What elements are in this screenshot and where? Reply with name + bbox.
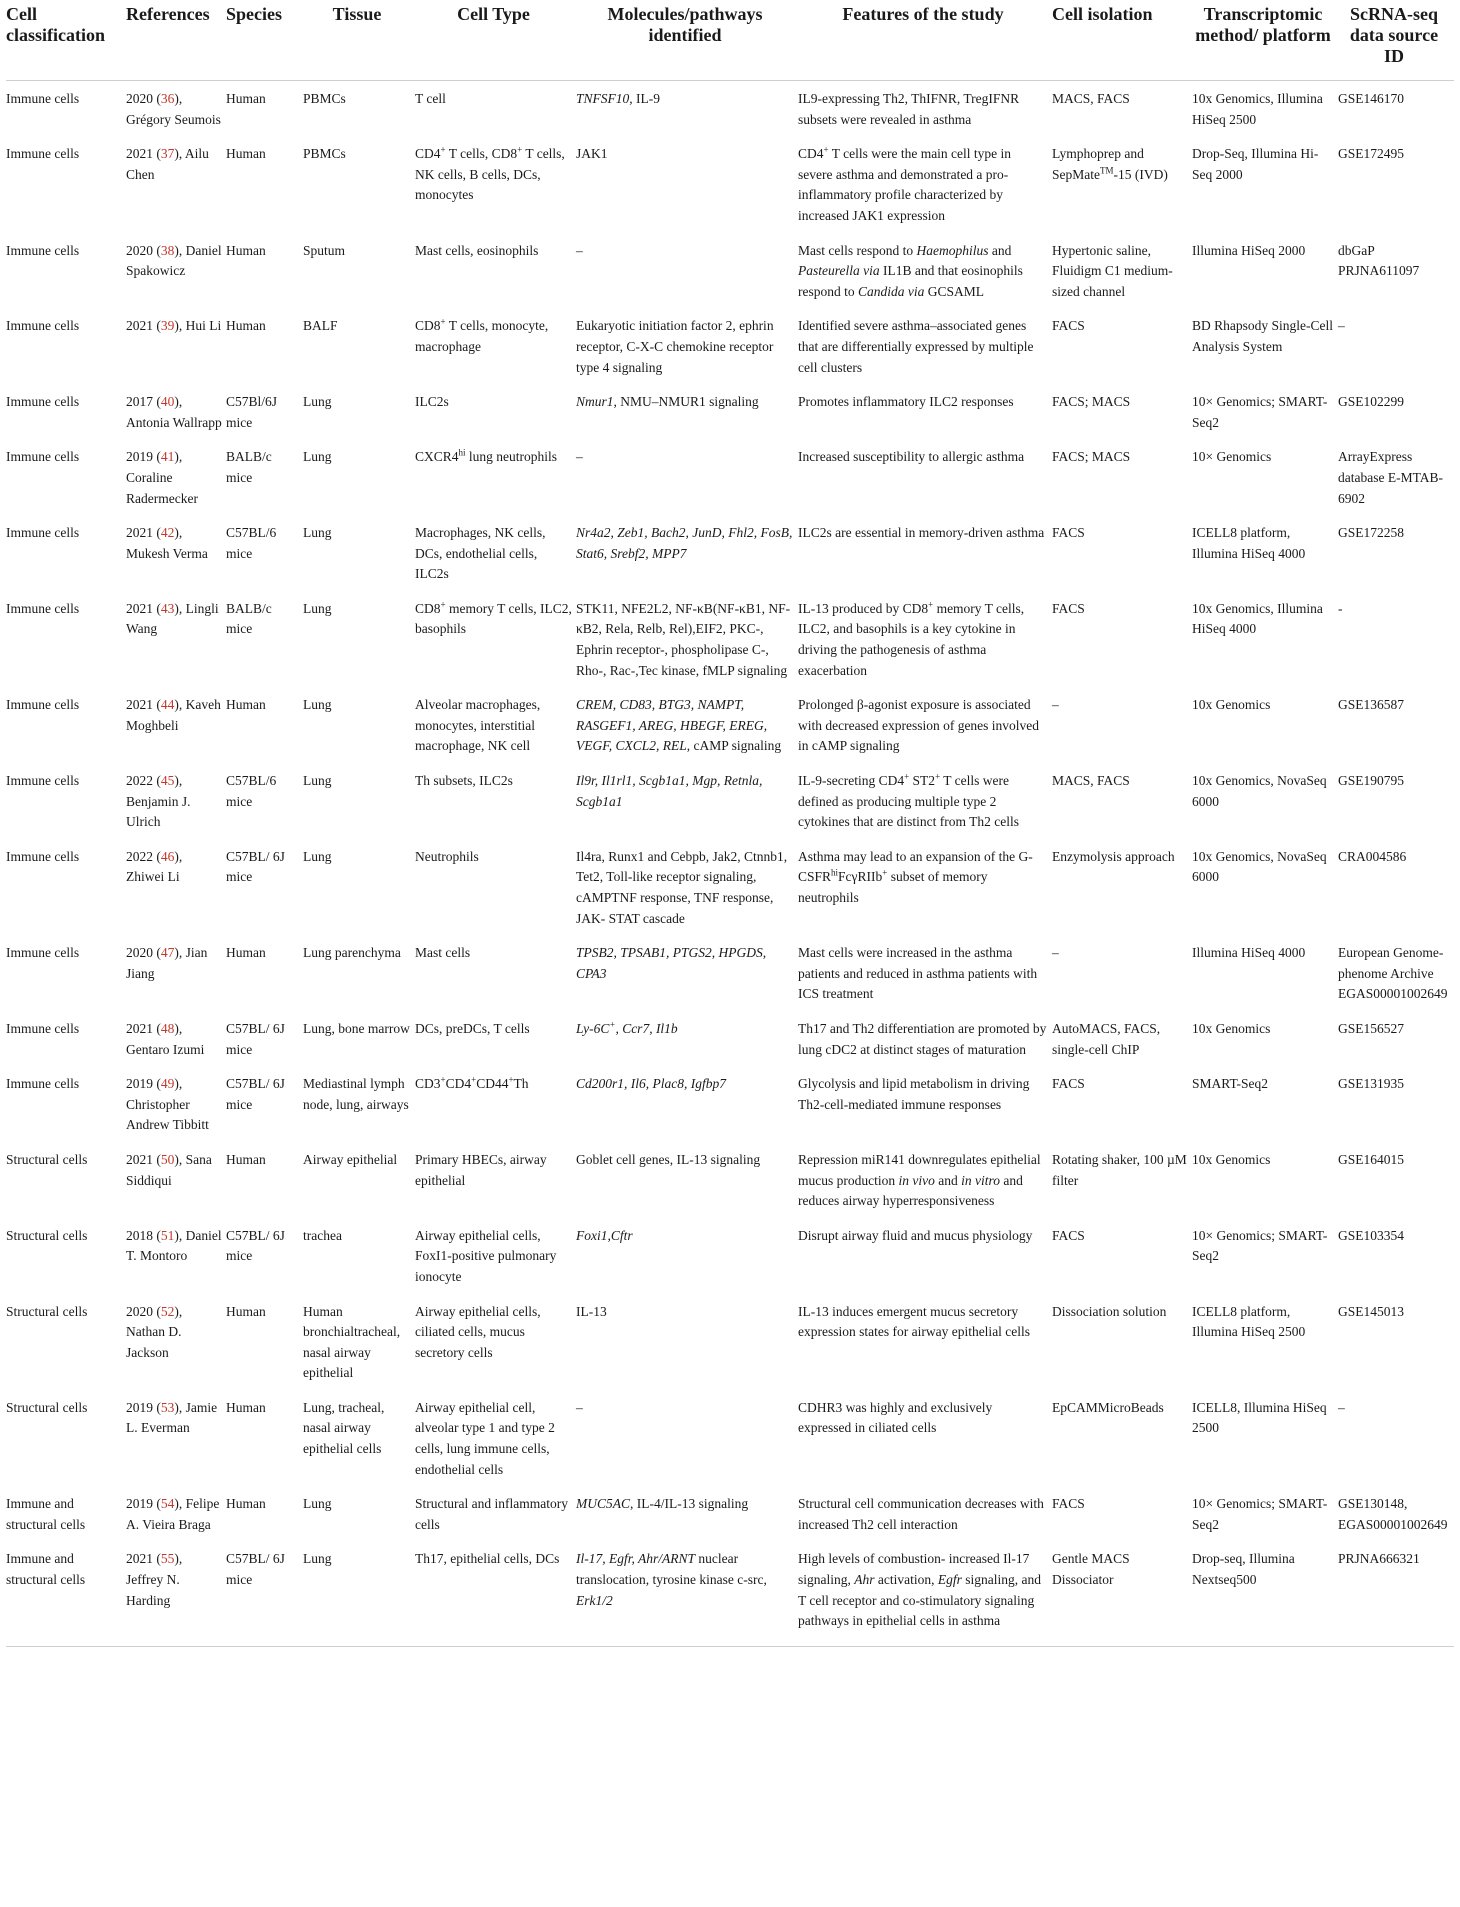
header-tissue: Tissue [303,0,415,81]
cell-source-id: GSE102299 [1338,394,1405,410]
cell-features: IL-13 induces emergent mucus secretory expression states for airway epithelial cells [798,1303,1031,1340]
cell-reference: 2020 (52), Nathan D. Jackson [126,1303,183,1360]
cell-features: IL-9-secreting CD4+ ST2+ T cells were defined as producing multiple type 2 cytokines that are distinct from Th2 cells [798,771,1019,830]
cell-isolation: MACS, FACS [1052,91,1130,106]
cell-tissue: Lung, tracheal, nasal airway epithelial cells [303,1399,385,1457]
cell-source-id: ArrayExpress database E-MTAB-6902 [1338,449,1444,506]
table-row [6,233,1454,309]
cell-features: Disrupt airway fluid and mucus physiology [798,1227,1033,1243]
cell-isolation: FACS; MACS [1052,449,1131,465]
cell-tissue: Lung [303,848,332,864]
cell-cell-type: Structural and inflammatory cells [415,1496,568,1532]
cell-reference: 2019 (54), Felipe A. Vieira Braga [126,1496,220,1532]
cell-tissue: Sputum [303,242,346,258]
cell-molecules: – [576,242,583,258]
cell-molecules: Foxi1,Cftr [576,1227,633,1243]
cell-classification: Immune cells [6,600,80,616]
table-row [6,1486,1454,1541]
cell-species: Human [226,1303,266,1319]
reference-link[interactable]: 48 [160,1020,175,1036]
reference-link[interactable]: 50 [160,1151,175,1167]
cell-tissue: Airway epithelial [303,1151,398,1167]
cell-source-id: PRJNA666321 [1338,1541,1454,1646]
cell-tissue: Lung [303,449,332,465]
cell-molecules: Cd200r1, Il6, Plac8, Igfbp7 [576,1076,726,1092]
cell-tissue: Lung parenchyma [303,945,401,961]
cell-method: ICELL8 platform, Illumina HiSeq 2500 [1192,1303,1306,1340]
cell-reference: 2021 (55), Jeffrey N. Harding [126,1541,226,1646]
cell-features: IL-13 produced by CD8+ memory T cells, ILC2, and basophils is a key cytokine in driving the pathogenesis of asthma exacerbation [798,599,1025,678]
cell-tissue: PBMCs [303,146,346,162]
table-row [6,439,1454,515]
cell-method: Illumina HiSeq 4000 [1192,945,1306,961]
studies-table [6,0,1454,1647]
cell-cell-type: CD8+ T cells, monocyte, macrophage [415,316,549,354]
cell-isolation: – [1052,697,1059,713]
cell-cell-type: CD3+CD4+CD44+Th [415,1074,529,1092]
cell-method: Drop-Seq, Illumina Hi-Seq 2000 [1192,146,1319,182]
cell-method: 10x Genomics [1192,697,1271,713]
reference-link[interactable]: 40 [160,394,175,410]
cell-classification: Immune cells [6,318,80,334]
table-row [6,1011,1454,1066]
cell-isolation: Dissociation solution [1052,1303,1167,1319]
cell-cell-type: Mast cells [415,945,471,961]
cell-classification: Immune cells [6,773,80,789]
cell-features: Promotes inflammatory ILC2 responses [798,394,1014,410]
cell-tissue: Lung [303,600,332,616]
cell-classification: Immune cells [6,394,80,410]
table-row [6,1541,1454,1646]
cell-source-id: European Genome-phenome Archive EGAS00001002649 [1338,945,1448,1002]
cell-cell-type: Th17, epithelial cells, DCs [415,1541,576,1646]
reference-link[interactable]: 46 [160,848,175,864]
cell-isolation: AutoMACS, FACS, single-cell ChIP [1052,1020,1161,1057]
table-row [6,763,1454,839]
table-row [6,1218,1454,1294]
table-row [6,1142,1454,1218]
cell-reference: 2020 (47), Jian Jiang [126,945,208,981]
cell-reference: 2021 (48), Gentaro Izumi [126,1020,205,1057]
cell-features: Increased susceptibility to allergic asthma [798,449,1025,465]
cell-cell-type: Macrophages, NK cells, DCs, endothelial cells, ILC2s [415,525,546,582]
cell-features: Prolonged β-agonist exposure is associated with decreased expression of genes involved in cAMP signaling [798,697,1040,754]
cell-molecules: – [576,449,583,465]
cell-classification: Structural cells [6,1227,88,1243]
cell-molecules: Il4ra, Runx1 and Cebpb, Jak2, Ctnnb1, Tet2, Toll-like receptor signaling, cAMPTNF response, TNF response, JAK- STAT cascade [576,848,788,926]
cell-species: C57Bl/6J mice [226,394,278,430]
cell-isolation: FACS [1052,1227,1085,1243]
cell-features: Th17 and Th2 differentiation are promoted by lung cDC2 at distinct stages of maturation [798,1020,1047,1057]
header-features: Features of the study [798,0,1052,81]
cell-classification: Structural cells [6,1151,88,1167]
cell-source-id: GSE103354 [1338,1227,1405,1243]
cell-cell-type: Airway epithelial cells, ciliated cells, mucus secretory cells [415,1303,541,1360]
cell-molecules: TNFSF10, IL-9 [576,91,661,106]
header-references: References [126,0,226,81]
cell-molecules: Ly-6C+, Ccr7, Il1b [576,1019,678,1036]
cell-isolation: Lymphoprep and SepMate™-15 (IVD) [1052,146,1168,182]
cell-source-id: GSE156527 [1338,1020,1405,1036]
cell-method: ICELL8, Illumina HiSeq 2500 [1192,1399,1327,1436]
cell-features: Structural cell communication decreases with increased Th2 cell interaction [798,1496,1044,1532]
table-row [6,136,1454,232]
cell-method: 10x Genomics [1192,1020,1271,1036]
header-classification: Cell classification [6,0,126,81]
cell-species: BALB/c mice [226,600,272,637]
cell-molecules: Il-17, Egfr, Ahr/ARNT nuclear translocation, tyrosine kinase c-src, Erk1/2 [576,1541,798,1646]
cell-species: BALB/c mice [226,449,272,485]
cell-isolation: EpCAMMicroBeads [1052,1399,1164,1415]
reference-link[interactable]: 53 [160,1399,175,1415]
cell-reference: 2017 (40), Antonia Wallrapp [126,394,222,430]
cell-molecules: CREM, CD83, BTG3, NAMPT, RASGEF1, AREG, HBEGF, EREG, VEGF, CXCL2, REL, cAMP signaling [576,697,782,754]
cell-molecules: Goblet cell genes, IL-13 signaling [576,1151,761,1167]
cell-reference: 2019 (41), Coraline Radermecker [126,449,198,506]
table-row [6,1066,1454,1142]
reference-link[interactable]: 55 [160,1551,175,1567]
cell-reference: 2020 (36), Grégory Seumois [126,91,221,127]
cell-species: Human [226,318,266,334]
cell-reference: 2019 (53), Jamie L. Everman [126,1399,218,1436]
cell-molecules: – [576,1399,583,1415]
cell-features: Mast cells respond to Haemophilus and Pasteurella via IL1B and that eosinophils respond to Candida via GCSAML [798,242,1023,299]
cell-tissue: Lung [303,697,332,713]
cell-tissue: Lung [303,525,332,541]
cell-features: Mast cells were increased in the asthma patients and reduced in asthma patients with ICS treatment [798,945,1038,1002]
cell-reference: 2021 (50), Sana Siddiqui [126,1151,212,1188]
table-row [6,81,1454,137]
cell-tissue: Mediastinal lymph node, lung, airways [303,1076,409,1112]
reference-link[interactable]: 45 [160,773,175,789]
cell-reference: 2020 (38), Daniel Spakowicz [126,242,222,279]
cell-isolation: Enzymolysis approach [1052,848,1175,864]
table-row [6,384,1454,439]
cell-classification: Immune cells [6,945,80,961]
cell-reference: 2022 (45), Benjamin J. Ulrich [126,773,191,830]
cell-isolation: FACS [1052,318,1085,334]
reference-link[interactable]: 51 [160,1227,175,1243]
cell-molecules: STK11, NFE2L2, NF-κB(NF-κB1, NF-κB2, Rela, Relb, Rel),EIF2, PKC-, Ephrin receptor-, phospholipase C-, Rho-, Rac-,Tec kinase, fMLP signaling [576,600,791,678]
cell-reference: 2021 (37), Ailu Chen [126,146,209,182]
cell-species: Human [226,945,266,961]
cell-source-id: GSE164015 [1338,1151,1405,1167]
cell-molecules: Il9r, Il1rl1, Scgb1a1, Mgp, Retnla, Scgb1a1 [576,773,763,809]
cell-tissue: Lung [303,1496,332,1512]
cell-cell-type: Airway epithelial cells, FoxI1-positive pulmonary ionocyte [415,1227,557,1284]
header-source-id: ScRNA-seq data source ID [1338,0,1454,81]
table-body [6,81,1454,1647]
cell-reference: 2021 (42), Mukesh Verma [126,525,208,561]
cell-features: Repression miR141 downregulates epithelial mucus production in vivo and in vitro and reduces airway hyperresponsiveness [798,1151,1041,1209]
cell-method: 10x Genomics, Illumina HiSeq 4000 [1192,600,1323,637]
cell-cell-type: Airway epithelial cell, alveolar type 1 and type 2 cells, lung immune cells, endothelial cells [415,1399,555,1477]
reference-link[interactable]: 36 [160,91,175,106]
cell-species: Human [226,242,266,258]
cell-method: 10× Genomics; SMART-Seq2 [1192,1496,1328,1532]
cell-features: Asthma may lead to an expansion of the $G-CSFR^{hi}Fc\gamma RIIb^+$ subset of memory neutrophils [798,848,1033,905]
cell-species: C57BL/ 6J mice [226,1076,285,1112]
cell-source-id: – [1338,318,1345,334]
cell-reference: 2021 (39), Hui Li [126,318,222,334]
cell-molecules: TPSB2, TPSAB1, PTGS2, HPGDS, CPA3 [576,945,767,981]
cell-method: 10x Genomics [1192,1151,1271,1167]
cell-tissue: PBMCs [303,91,346,106]
cell-classification: Immune cells [6,91,80,106]
reference-link[interactable]: 42 [160,525,175,541]
cell-tissue: Human bronchialtracheal, nasal airway epithelial [303,1303,401,1381]
table-row [6,1390,1454,1486]
cell-method: 10× Genomics [1192,449,1272,465]
cell-method: 10x Genomics, NovaSeq 6000 [1192,848,1327,885]
cell-tissue: Lung [303,773,332,789]
cell-source-id: GSE136587 [1338,697,1405,713]
reference-link[interactable]: 43 [160,600,175,616]
header-row [6,0,1454,81]
cell-isolation: – [1052,945,1059,961]
cell-reference: 2021 (44), Kaveh Moghbeli [126,697,221,733]
cell-classification: Immune cells [6,1076,80,1092]
cell-molecules: Nr4a2, Zeb1, Bach2, JunD, Fhl2, FosB, Stat6, Srebf2, MPP7 [576,525,793,561]
cell-tissue: BALF [303,318,338,334]
cell-method: 10x Genomics, Illumina HiSeq 2500 [1192,91,1323,127]
cell-tissue: Lung, bone marrow [303,1020,410,1036]
cell-cell-type: Mast cells, eosinophils [415,242,539,258]
cell-species: Human [226,1399,266,1415]
cell-isolation: FACS [1052,525,1085,541]
cell-method: 10× Genomics; SMART-Seq2 [1192,1227,1328,1264]
cell-classification: Immune cells [6,242,80,258]
cell-species: C57BL/6 mice [226,525,277,561]
header-method: Transcriptomic method/ platform [1192,0,1338,81]
cell-species: C57BL/ 6J mice [226,848,285,885]
cell-method: Illumina HiSeq 2000 [1192,242,1306,258]
cell-molecules: JAK1 [576,146,608,162]
cell-features: Glycolysis and lipid metabolism in driving Th2-cell-mediated immune responses [798,1076,1030,1112]
reference-link[interactable]: 41 [160,449,175,465]
cell-molecules: Eukaryotic initiation factor 2, ephrin receptor, C-X-C chemokine receptor type 4 signaling [576,318,774,375]
cell-species: C57BL/6 mice [226,773,277,809]
cell-cell-type: Alveolar macrophages, monocytes, interstitial macrophage, NK cell [415,697,541,754]
cell-classification: Immune cells [6,146,80,162]
cell-molecules: MUC5AC, IL-4/IL-13 signaling [576,1496,749,1512]
cell-features: High levels of combustion- increased Il-17 signaling, Ahr activation, Egfr signaling, and T cell receptor and co-stimulatory signaling pathways in epithelial cells in asthma [798,1541,1052,1646]
cell-tissue: trachea [303,1227,342,1243]
reference-link[interactable]: 39 [160,318,175,334]
cell-cell-type: $CXCR4^{hi}$ lung neutrophils [415,447,558,465]
table-row [6,935,1454,1011]
cell-species: C57BL/ 6J mice [226,1020,285,1057]
header-species: Species [226,0,303,81]
cell-isolation: FACS [1052,1496,1085,1512]
reference-link[interactable]: 52 [160,1303,175,1319]
cell-cell-type: Th subsets, ILC2s [415,773,513,789]
cell-isolation: Rotating shaker, 100 µM filter [1052,1151,1187,1188]
cell-classification: Structural cells [6,1399,88,1415]
cell-cell-type: Primary HBECs, airway epithelial [415,1151,547,1188]
reference-link[interactable]: 49 [160,1076,175,1092]
table-row [6,839,1454,935]
cell-classification: Immune and structural cells [6,1496,86,1532]
cell-classification: Immune cells [6,525,80,541]
header-cell-isolation: Cell isolation [1052,0,1192,81]
header-molecules: Molecules/pathways identified [576,0,798,81]
table-row [6,308,1454,384]
cell-source-id: GSE172258 [1338,525,1405,541]
cell-isolation: FACS [1052,600,1085,616]
cell-features: IL9-expressing Th2, ThIFNR, TregIFNR subsets were revealed in asthma [798,91,1020,127]
table-row [6,515,1454,591]
cell-species: Human [226,697,266,713]
cell-isolation: FACS; MACS [1052,394,1131,410]
cell-species: Human [226,91,266,106]
cell-isolation: Hypertonic saline, Fluidigm C1 medium-sized channel [1052,242,1173,299]
reference-link[interactable]: 44 [160,697,175,713]
cell-classification: Structural cells [6,1303,88,1319]
reference-link[interactable]: 47 [160,945,175,961]
cell-isolation: MACS, FACS [1052,773,1130,789]
reference-link[interactable]: 37 [160,146,175,162]
cell-method: 10x Genomics, NovaSeq 6000 [1192,773,1327,809]
cell-molecules: IL-13 [576,1303,607,1319]
cell-method: Drop-seq, Illumina Nextseq500 [1192,1541,1338,1646]
reference-link[interactable]: 38 [160,242,175,258]
cell-reference: 2022 (46), Zhiwei Li [126,848,183,885]
cell-features: ILC2s are essential in memory-driven asthma [798,525,1045,541]
cell-source-id: GSE190795 [1338,773,1405,789]
cell-cell-type: ILC2s [415,394,449,410]
cell-cell-type: Neutrophils [415,848,479,864]
cell-features: CD4+ T cells were the main cell type in severe asthma and demonstrated a pro-inflammatory profile characterized by increased JAK1 expression [798,144,1012,223]
cell-classification: Immune and structural cells [6,1541,126,1646]
cell-method: SMART-Seq2 [1192,1076,1268,1092]
cell-source-id: dbGaP PRJNA611097 [1338,242,1420,279]
table-row [6,1294,1454,1390]
cell-molecules: Nmur1, NMU–NMUR1 signaling [576,394,759,410]
cell-source-id: - [1338,600,1343,616]
cell-classification: Immune cells [6,1020,80,1036]
cell-source-id: GSE130148, EGAS00001002649 [1338,1496,1448,1532]
table-row [6,687,1454,763]
cell-source-id: GSE145013 [1338,1303,1405,1319]
cell-cell-type: T cell [415,91,446,106]
cell-source-id: GSE172495 [1338,146,1405,162]
cell-classification: Immune cells [6,848,80,864]
cell-source-id: – [1338,1399,1345,1415]
cell-source-id: CRA004586 [1338,848,1407,864]
cell-reference: 2019 (49), Christopher Andrew Tibbitt [126,1076,209,1133]
cell-species: Human [226,1151,266,1167]
cell-method: 10× Genomics; SMART-Seq2 [1192,394,1328,430]
cell-method: ICELL8 platform, Illumina HiSeq 4000 [1192,525,1306,561]
cell-species: C57BL/ 6J mice [226,1227,285,1264]
reference-link[interactable]: 54 [160,1496,175,1512]
cell-isolation: FACS [1052,1076,1085,1092]
cell-classification: Immune cells [6,449,80,465]
cell-classification: Immune cells [6,697,80,713]
cell-cell-type: DCs, preDCs, T cells [415,1020,530,1036]
cell-features: Identified severe asthma–associated genes that are differentially expressed by multiple cell clusters [798,318,1034,375]
cell-method: BD Rhapsody Single-Cell Analysis System [1192,318,1333,354]
cell-features: CDHR3 was highly and exclusively expressed in ciliated cells [798,1399,993,1436]
cell-species: C57BL/ 6J mice [226,1541,303,1646]
cell-source-id: GSE131935 [1338,1076,1405,1092]
cell-reference: 2018 (51), Daniel T. Montoro [126,1227,222,1264]
header-cell-type: Cell Type [415,0,576,81]
cell-cell-type: CD8+ memory T cells, ILC2, basophils [415,599,572,637]
cell-species: Human [226,1496,266,1512]
cell-tissue: Lung [303,1541,415,1646]
cell-tissue: Lung [303,394,332,410]
cell-source-id: GSE146170 [1338,91,1405,106]
cell-reference: 2021 (43), Lingli Wang [126,600,219,637]
table-row [6,591,1454,687]
cell-species: Human [226,146,266,162]
cell-cell-type: CD4+ T cells, CD8+ T cells, NK cells, B cells, DCs, monocytes [415,144,565,203]
cell-isolation: Gentle MACS Dissociator [1052,1541,1192,1646]
